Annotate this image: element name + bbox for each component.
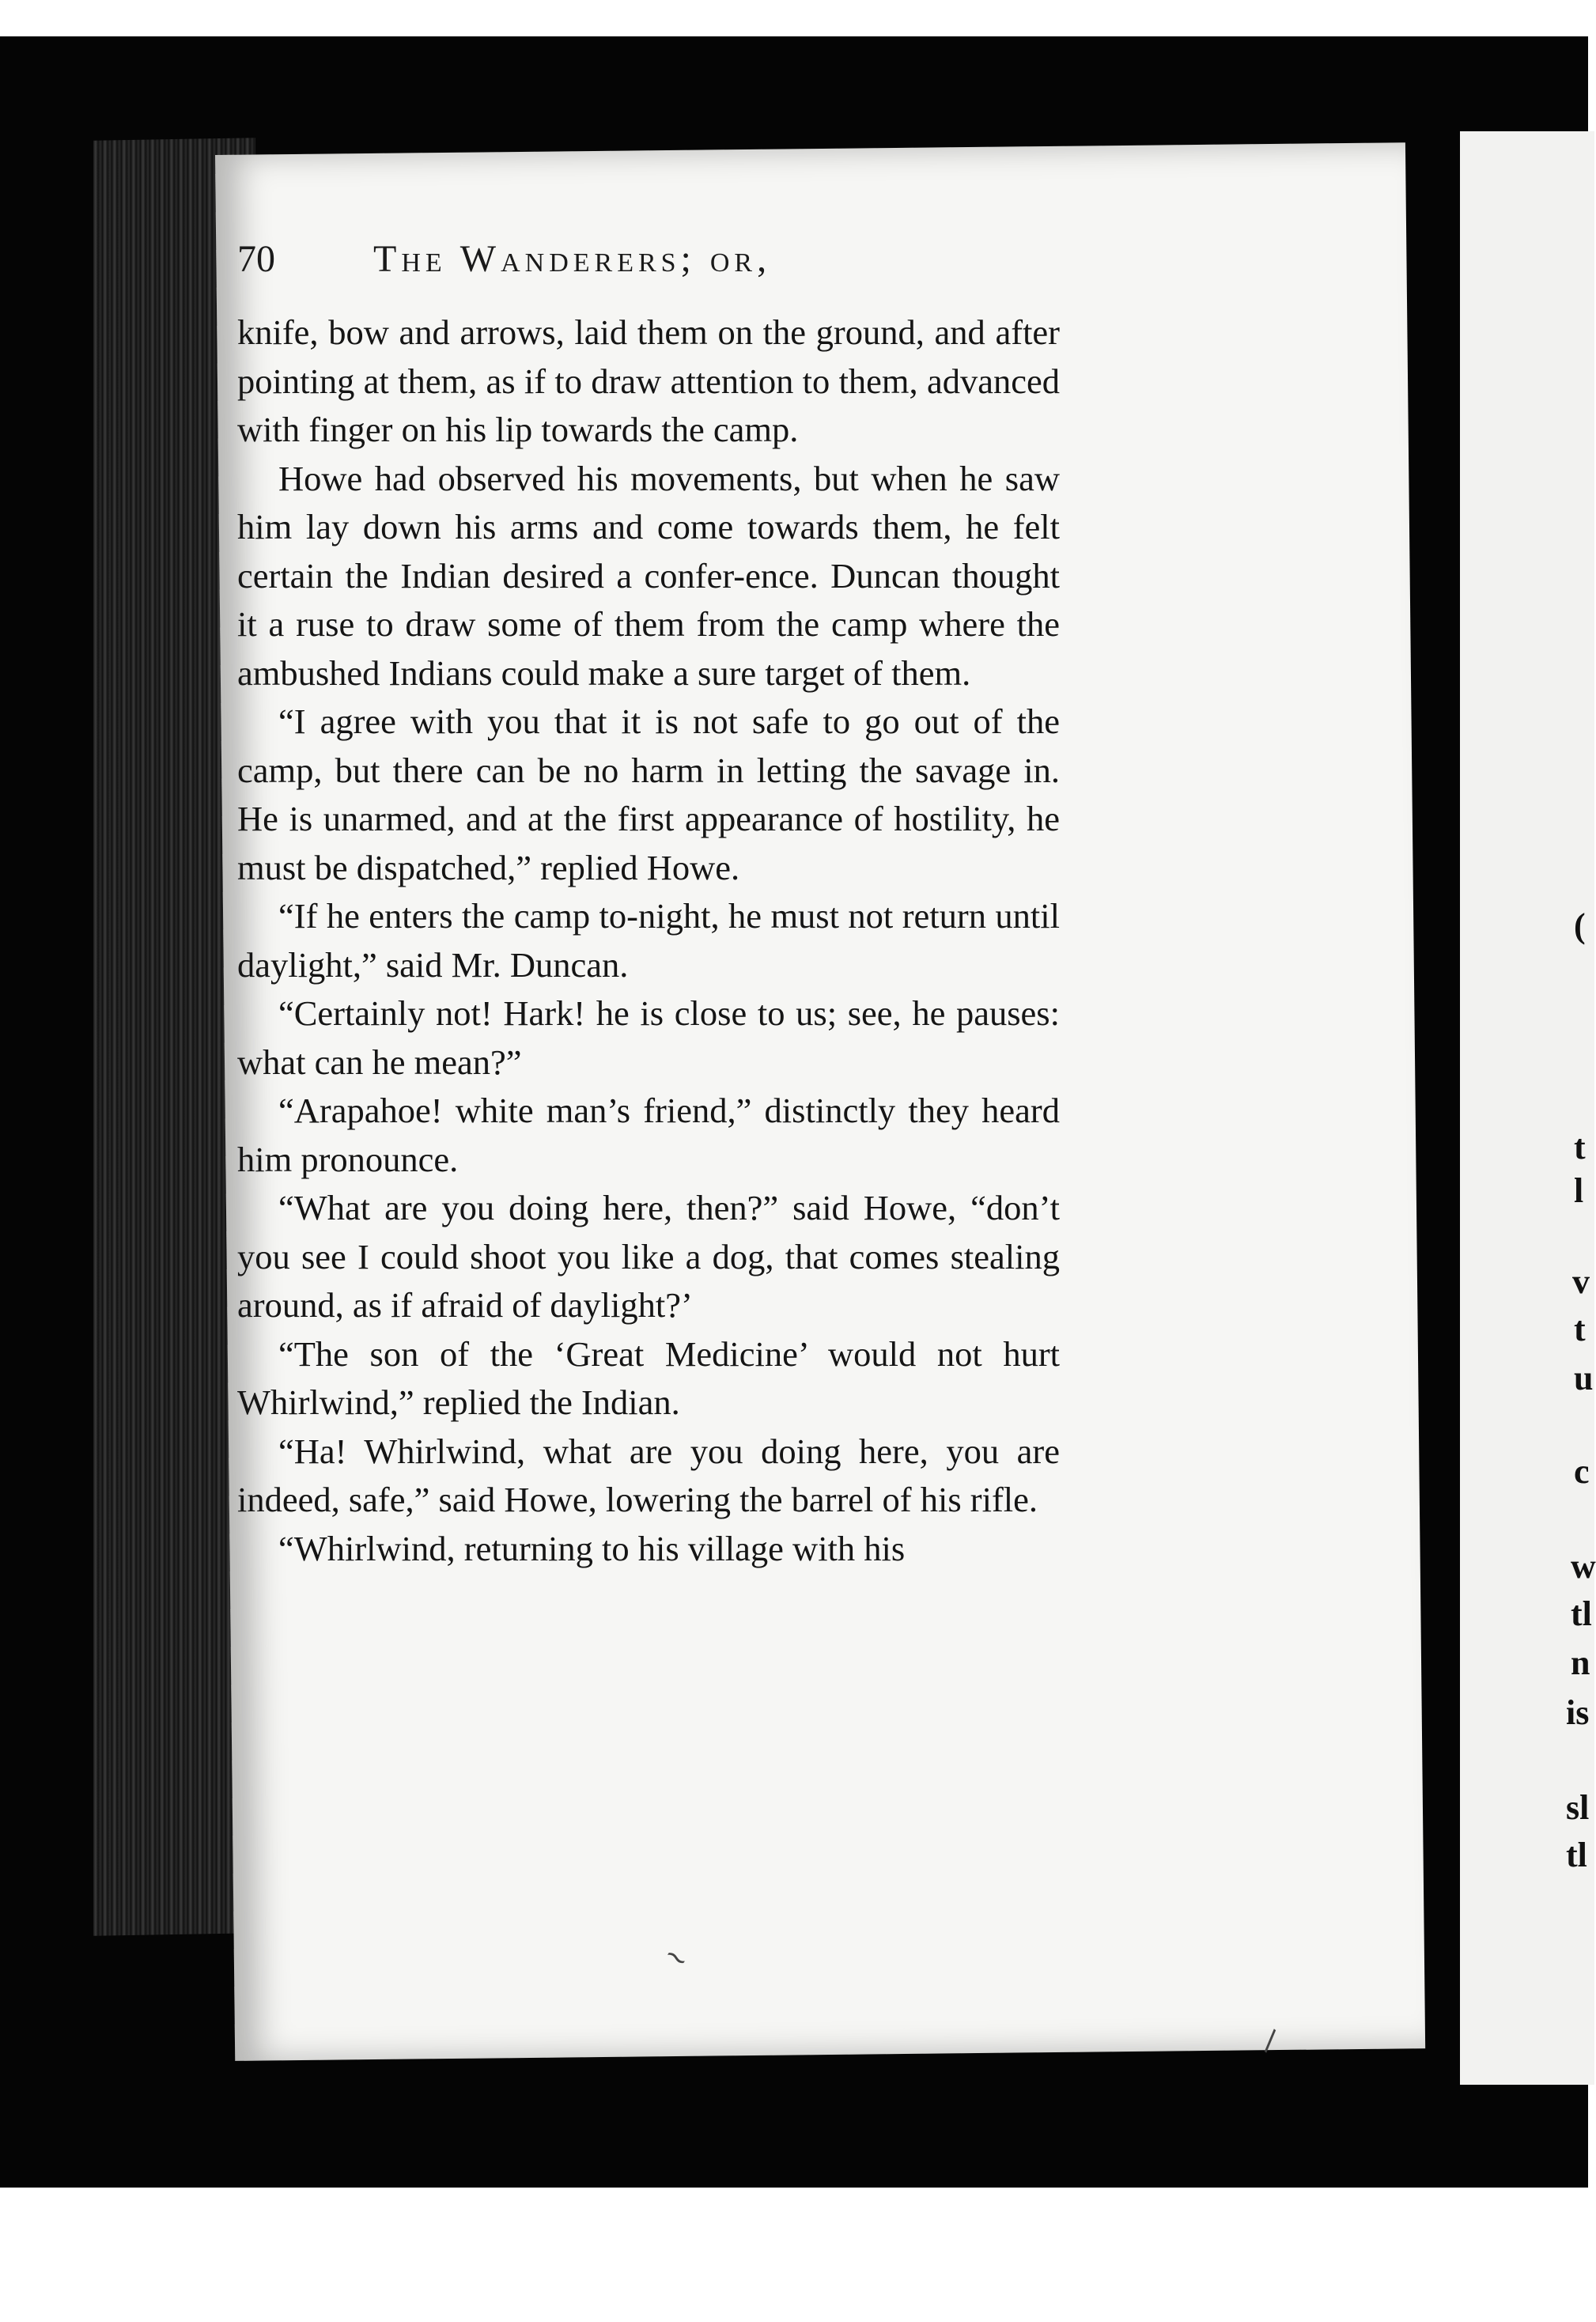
- facing-page-fragment: c: [1574, 1452, 1590, 1491]
- page-number: 70: [237, 238, 275, 280]
- facing-page-fragment: (: [1574, 906, 1586, 945]
- paragraph: “What are you doing here, then?” said Howe, “don’t you see I could shoot you like a dog, that comes stealing around, as if afraid of daylight?’: [237, 1188, 1060, 1325]
- facing-page-fragment: t: [1574, 1310, 1586, 1348]
- facing-page-fragment: n: [1571, 1643, 1590, 1682]
- paragraph: “Ha! Whirlwind, what are you doing here, you are indeed, safe,” said Howe, lowering the barrel of his rifle.: [237, 1431, 1060, 1519]
- paragraph: “Arapahoe! white man’s friend,” distinctly they heard him pronounce.: [237, 1091, 1060, 1179]
- paragraph: “If he enters the camp to-night, he must not return until daylight,” said Mr. Duncan.: [237, 896, 1060, 985]
- paragraph: “Whirlwind, returning to his village with his: [278, 1528, 906, 1568]
- ink-mark: \: [1256, 2025, 1284, 2057]
- paragraph: “I agree with you that it is not safe to go out of the camp, but there can be no harm in letting the savage in. He is unarmed, and at the first appearance of hostility, he must be dispatched,” replied Howe.: [237, 702, 1060, 887]
- facing-page-fragment: v: [1572, 1262, 1590, 1301]
- facing-page-fragment: is: [1566, 1693, 1590, 1732]
- paragraph: “The son of the ‘Great Medicine’ would not hurt Whirlwind,” replied the Indian.: [237, 1333, 1060, 1422]
- page-header: [237, 237, 771, 281]
- facing-page-fragment: w: [1571, 1547, 1596, 1586]
- paragraph: Howe had observed his movements, but when he saw him lay down his arms and come towards them, he felt certain the Indian desired a confer-ence. Duncan thought it a ruse to draw some of them from the camp where the ambushed Indians could make a sure target of them.: [237, 458, 1060, 693]
- ink-mark: ~: [656, 1938, 696, 1978]
- paragraph: knife, bow and arrows, laid them on the ground, and after pointing at them, as if to draw attention to them, advanced with finger on his lip towards the camp.: [237, 312, 1060, 449]
- facing-page-fragment: t: [1574, 1128, 1586, 1167]
- facing-page-fragment: l: [1574, 1171, 1584, 1210]
- running-head: The Wanderers; or,: [373, 238, 772, 280]
- body-text: [237, 308, 1060, 1573]
- facing-page-fragment: tl: [1571, 1594, 1592, 1633]
- paragraph: “Certainly not! Hark! he is close to us; see, he pauses: what can he mean?”: [237, 993, 1060, 1082]
- facing-page-fragment: sl: [1566, 1788, 1590, 1827]
- facing-page-fragment: tl: [1566, 1836, 1587, 1874]
- facing-page-fragment: u: [1574, 1359, 1594, 1397]
